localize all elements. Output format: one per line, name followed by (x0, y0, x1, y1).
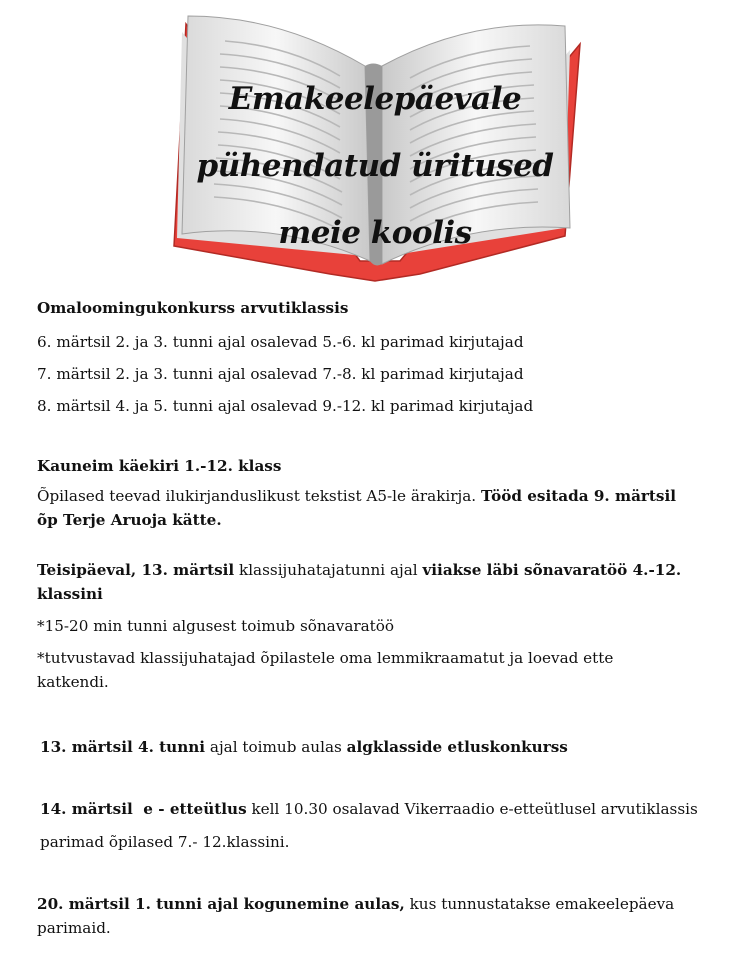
text-bold: 13. märtsil 4. tunni (40, 738, 206, 756)
page-title (190, 66, 560, 267)
section-writing-contest (37, 296, 707, 421)
section-heading: Kauneim käekiri 1.-12. klass (37, 457, 282, 475)
text-bold: Teisipäeval, 13. märtsil (37, 561, 235, 579)
section-assembly (37, 892, 707, 940)
text-bold: klassini (37, 585, 103, 603)
section-heading: Omaloomingukonkurss arvutiklassis (37, 299, 349, 317)
section-text (40, 735, 707, 759)
text-plain: kell 10.30 osalavad Vikerraadio e-etteütlusel arvutiklassis (251, 800, 698, 818)
text-bold: Tööd esitada 9. märtsil (480, 487, 677, 505)
section-text (37, 892, 707, 916)
section-text (37, 558, 707, 582)
schedule-line: 6. märtsil 2. ja 3. tunni ajal osalevad 5.-6. kl parimad kirjutajad (37, 333, 524, 351)
bullet-line: *tutvustavad klassijuhatajad õpilastele oma lemmikraamatut ja loevad ette (37, 649, 614, 667)
title-line-1: Emakeelepäevale (228, 81, 522, 117)
title-line-3: meie koolis (278, 215, 472, 251)
section-recitation (37, 735, 707, 759)
text-bold: õp Terje Aruoja kätte. (37, 511, 222, 529)
text-bold: viiakse läbi sõnavaratöö 4.-12. (422, 561, 682, 579)
text-bold: 14. märtsil e - etteütlus (40, 800, 247, 818)
bullet-line: katkendi. (37, 673, 109, 691)
schedule-line: 7. märtsil 2. ja 3. tunni ajal osalevad 7.-8. kl parimad kirjutajad (37, 365, 524, 383)
text-plain: kus tunnustatakse emakeelepäeva (409, 895, 675, 913)
text-bold: algklasside etluskonkurss (346, 738, 568, 756)
book-header (160, 6, 590, 286)
section-text (40, 797, 707, 821)
bullet-line: *15-20 min tunni algusest toimub sõnavaratöö (37, 617, 395, 635)
section-dictation (37, 797, 707, 854)
section-text-line2: parimaid. (37, 919, 111, 937)
text-plain: klassijuhatajatunni ajal (239, 561, 418, 579)
section-vocabulary (37, 558, 707, 694)
event-list (37, 296, 707, 940)
title-line-2: pühendatud üritused (196, 148, 554, 184)
section-text (37, 484, 707, 508)
section-handwriting (37, 454, 707, 532)
section-text-line2: parimad õpilased 7.- 12.klassini. (40, 833, 290, 851)
text-plain: ajal toimub aulas (209, 738, 342, 756)
text-plain: Õpilased teevad ilukirjanduslikust tekstist A5-le ärakirja. (37, 487, 477, 505)
text-bold: 20. märtsil 1. tunni ajal kogunemine aulas, (37, 895, 405, 913)
schedule-line: 8. märtsil 4. ja 5. tunni ajal osalevad 9.-12. kl parimad kirjutajad (37, 397, 534, 415)
